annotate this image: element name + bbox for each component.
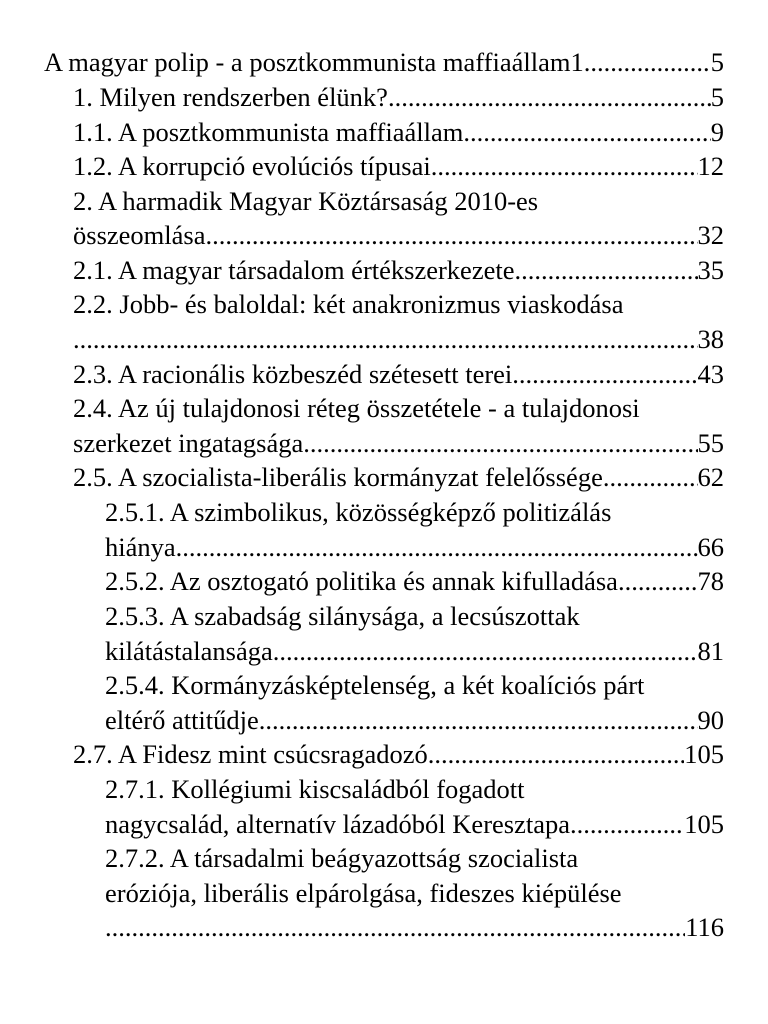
toc-entry-line1[interactable] [73,184,724,218]
toc-entry[interactable] [73,253,724,287]
dot-leader [388,80,711,114]
toc-entry-title-part1: 2.7.2. A társadalmi beágyazottság szocialista [105,843,579,873]
toc-entry-page: 43 [697,359,724,389]
dot-leader [428,737,685,771]
toc-entry-line1[interactable] [73,287,724,321]
toc-entry-page: 81 [697,636,724,666]
toc-entry-page: 9 [710,117,724,147]
toc-entry-title: 2.5. A szocialista-liberális kormányzat felelőssége. [73,462,610,492]
dot-leader [303,426,697,460]
dot-leader [625,564,698,598]
toc-entry[interactable] [73,426,724,460]
dot-leader [463,115,710,149]
toc-entry-page: 62 [697,462,724,492]
toc-entry-title-part1: 2.5.1. A szimbolikus, közösségképző politizálás [105,497,612,527]
toc-entry-title: 2.1. A magyar társadalom értékszerkezete [73,255,515,285]
toc-entry-title: eltérő attitűdje [105,705,259,735]
dot-leader [259,703,698,737]
toc-entry-title: 1. Milyen rendszerben élünk? [73,82,388,112]
toc-entry-page: 32 [697,220,724,250]
dot-leader [609,460,697,494]
toc-entry-page: 105 [684,809,724,839]
toc-entry[interactable] [73,460,724,494]
toc-entry[interactable] [105,634,724,668]
toc-entry-line1[interactable] [105,841,724,875]
dot-leader [584,45,711,79]
toc-entry-title-part1: 2. A harmadik Magyar Köztársaság 2010-es [73,186,539,216]
toc-entry-title: 1.2. A korrupció evolúciós típusai [73,151,431,181]
toc-entry[interactable] [73,115,724,149]
toc-entry-line2[interactable] [105,876,724,910]
dot-leader [205,218,697,252]
toc-entry-title: szerkezet ingatagsága [73,428,304,458]
toc-entry-title-part1: 2.7.1. Kollégiumi kiscsaládból fogadott [105,774,525,804]
toc-entry-line1[interactable] [105,599,724,633]
toc-entry-title: 2.7. A Fidesz mint csúcsragadozó [73,739,428,769]
toc-entry[interactable] [73,80,724,114]
toc-entry[interactable] [73,218,724,252]
toc-entry-line1[interactable] [73,391,724,425]
toc-entry-line1[interactable] [105,772,724,806]
toc-entry[interactable] [105,910,724,944]
dot-leader [512,357,697,391]
toc-entry[interactable] [105,703,724,737]
dot-leader [570,807,684,841]
toc-entry-page: 55 [697,428,724,458]
toc-entry-title-part2: eróziója, liberális elpárolgása, fideszes kiépülése [105,878,622,908]
toc-entry[interactable] [44,45,724,79]
dot-leader [73,322,698,356]
toc-entry-title-part1: 2.2. Jobb- és baloldal: két anakronizmus viaskodása [73,289,624,319]
toc-entry-title: A magyar polip - a posztkommunista maffiaállam1 [44,47,584,77]
dot-leader [431,149,698,183]
toc-entry[interactable] [105,564,724,598]
dot-leader [273,634,698,668]
dot-leader [105,910,685,944]
toc-entry-title-part1: 2.5.4. Kormányzásképtelenség, a két koalíciós párt [105,670,645,700]
toc-entry[interactable] [105,530,724,564]
dot-leader [176,530,698,564]
toc-entry-title: 2.3. A racionális közbeszéd szétesett terei [73,359,513,389]
toc-entry-title-part1: 2.4. Az új tulajdonosi réteg összetétele - a tulajdonosi [73,393,640,423]
toc-entry[interactable] [73,737,724,771]
toc-entry[interactable] [73,357,724,391]
toc-entry-page: 5 [710,47,724,77]
toc-entry[interactable] [105,807,724,841]
toc-entry-title-part1: 2.5.3. A szabadság silánysága, a lecsúszottak [105,601,580,631]
toc-entry-title: 1.1. A posztkommunista maffiaállam [73,117,464,147]
toc-entry-title: 2.5.2. Az osztogató politika és annak kifulladása. [105,566,625,596]
toc-entry-page: 105 [684,739,724,769]
toc-entry-page: 35 [697,255,724,285]
toc-entry-page: 66 [697,532,724,562]
toc-entry-title: összeomlása [73,220,206,250]
toc-entry-page: 5 [710,82,724,112]
toc-entry[interactable] [73,322,724,356]
toc-entry-line1[interactable] [105,495,724,529]
toc-entry-title: nagycsalád, alternatív lázadóból Keresztapa [105,809,570,839]
toc-entry-page: 116 [685,912,724,942]
toc-entry-line1[interactable] [105,668,724,702]
dot-leader [514,253,697,287]
toc-entry-title: hiánya [105,532,176,562]
toc-entry-page: 90 [697,705,724,735]
toc-entry-page: 78 [697,566,724,596]
toc-entry-page: 12 [697,151,724,181]
toc-entry-page: 38 [697,324,724,354]
toc-entry[interactable] [73,149,724,183]
toc-entry-title: kilátástalansága [105,636,273,666]
